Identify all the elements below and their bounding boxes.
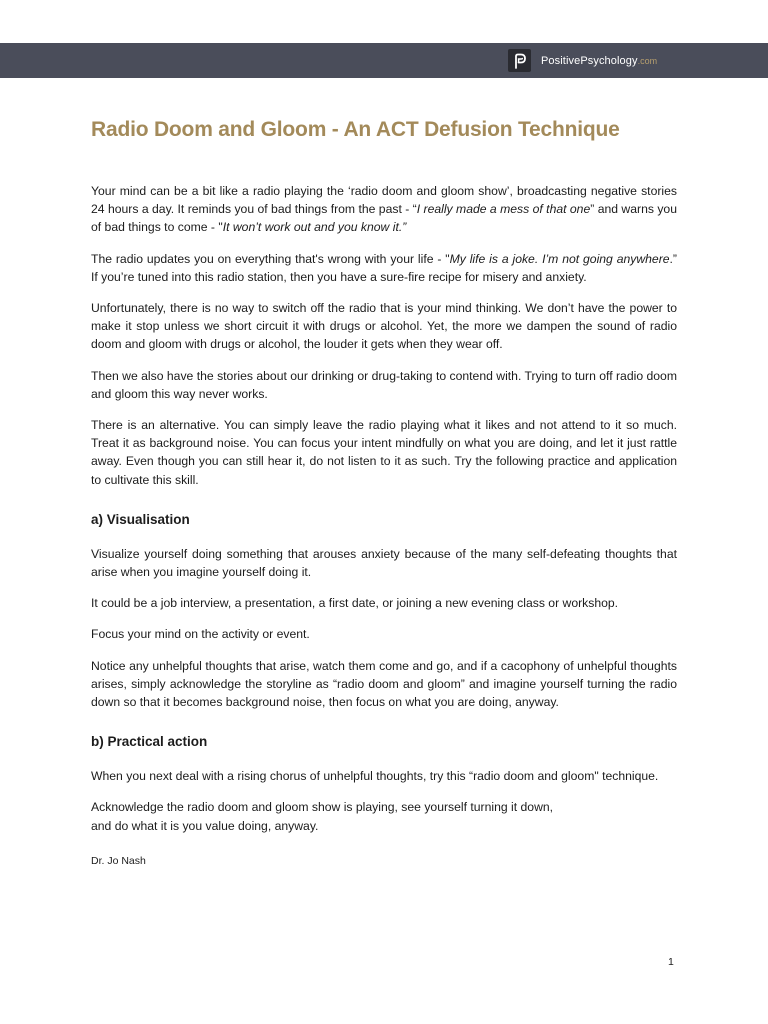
header-bar bbox=[0, 43, 768, 78]
page-number: 1 bbox=[668, 956, 674, 968]
section-b-paragraph-2 bbox=[91, 798, 677, 834]
intro-p2-text-c: .” If you’re tuned into this radio station, then you have a sure-fire recipe for misery and anxiety. bbox=[91, 251, 677, 284]
section-a-paragraph-2: It could be a job interview, a presentation, a first date, or joining a new evening class or workshop. bbox=[91, 596, 619, 611]
page-title: Radio Doom and Gloom - An ACT Defusion Technique bbox=[91, 118, 620, 141]
author-name: Dr. Jo Nash bbox=[91, 854, 146, 867]
document-body bbox=[91, 116, 677, 867]
brand-logo-link[interactable] bbox=[508, 49, 657, 72]
intro-paragraph-5: There is an alternative. You can simply leave the radio playing what it likes and not attend to it so much. Treat it as background noise. You can focus your intent mindfully on what you are doing, and let it just rattle away. Even though you can still hear it, do not listen to it as such. Try the following practice and application to cultivate this skill. bbox=[91, 418, 677, 487]
section-b-p2-line-2: and do what it is you value doing, anyway. bbox=[91, 818, 319, 833]
intro-p1-quote-2: It won’t work out and you know it.” bbox=[222, 220, 407, 235]
brand-suffix: .com bbox=[637, 55, 658, 66]
intro-paragraph-1 bbox=[91, 182, 677, 237]
section-a-paragraph-3: Focus your mind on the activity or event. bbox=[91, 627, 310, 642]
section-b-paragraph-1: When you next deal with a rising chorus of unhelpful thoughts, try this “radio doom and gloom" technique. bbox=[91, 769, 659, 784]
intro-p1-text-a: Your mind can be a bit like a radio playing the ‘radio doom and gloom show’, broadcasting negative stories 24 hours a day. It reminds you of bad things from the past - “ bbox=[91, 184, 677, 217]
intro-paragraph-4: Then we also have the stories about our drinking or drug-taking to contend with. Trying to turn off radio doom and gloom this way never works. bbox=[91, 368, 677, 401]
section-a-paragraph-1: Visualize yourself doing something that arouses anxiety because of the many self-defeating thoughts that arise when you imagine yourself doing it. bbox=[91, 546, 677, 580]
intro-p1-text-c: ” and warns you of bad things to come - " bbox=[91, 202, 677, 235]
section-a-paragraph-4: Notice any unhelpful thoughts that arise, watch them come and go, and if a cacophony of unhelpful thoughts arises, simply acknowledge the storyline as “radio doom and gloom” and imagine yourself turning the radio down so that it becomes background noise, then focus on what you are doing, anyway. bbox=[91, 658, 677, 710]
intro-p1-quote-1: I really made a mess of that one bbox=[416, 202, 591, 217]
intro-p2-text-a: The radio updates you on everything that's wrong with your life - " bbox=[91, 251, 450, 266]
intro-p2-quote: My life is a joke. I’m not going anywhere bbox=[449, 251, 670, 266]
intro-paragraph-3: Unfortunately, there is no way to switch off the radio that is your mind thinking. We don’t have the power to make it stop unless we short circuit it with drugs or alcohol. Yet, the more we dampen the sound of radio doom and gloom with drugs or alcohol, the louder it gets when they wear off. bbox=[91, 301, 677, 352]
intro-paragraph-2 bbox=[91, 250, 677, 286]
section-b-p2-line-1: Acknowledge the radio doom and gloom show is playing, see yourself turning it down, bbox=[91, 800, 554, 815]
section-b-heading: b) Practical action bbox=[91, 734, 208, 750]
section-a-heading: a) Visualisation bbox=[91, 511, 190, 527]
p-logo-icon bbox=[508, 49, 531, 72]
brand-name: PositivePsychology bbox=[541, 54, 638, 67]
